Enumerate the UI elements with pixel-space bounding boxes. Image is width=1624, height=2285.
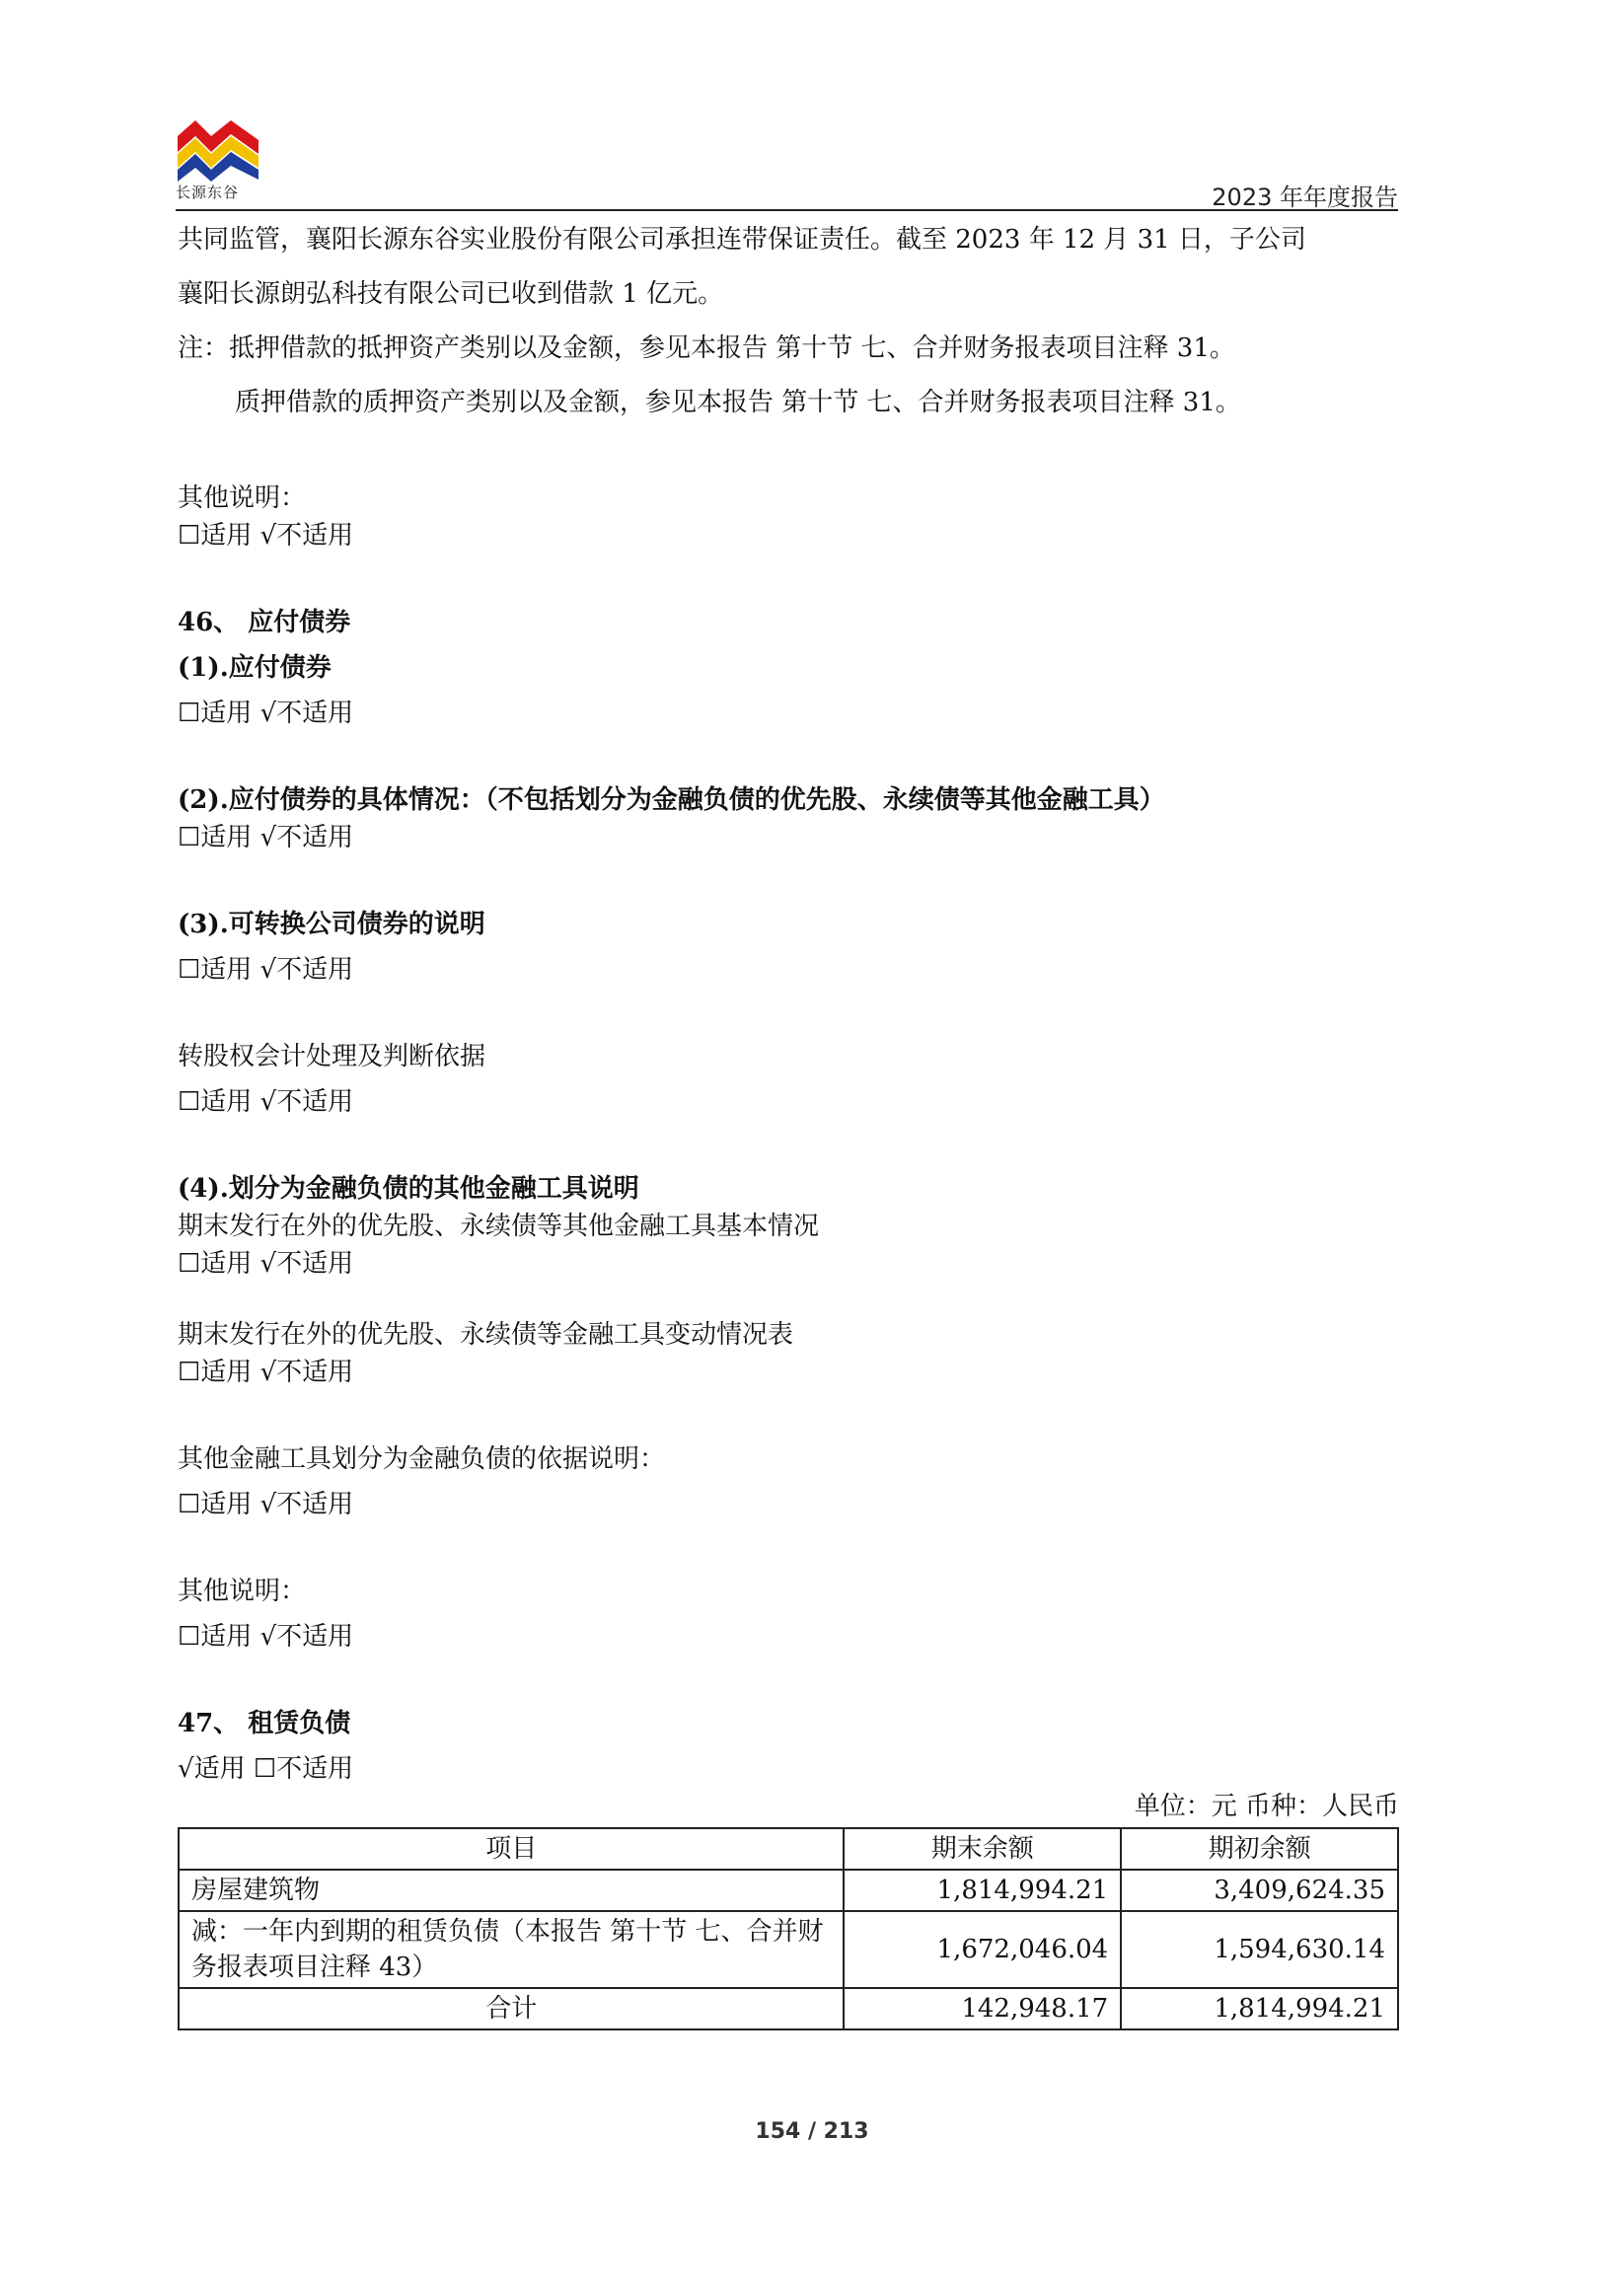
other-notes-status: ☐适用 √不适用 bbox=[178, 521, 354, 551]
row-end-balance: 1,814,994.21 bbox=[844, 1870, 1121, 1911]
table-header-row bbox=[179, 1828, 1398, 1870]
page-content bbox=[178, 213, 1399, 2030]
total-end-balance: 142,948.17 bbox=[844, 1988, 1121, 2029]
instruments-change-label: 期末发行在外的优先股、永续债等金融工具变动情况表 bbox=[178, 1320, 794, 1350]
subsection-3-title: (3).可转换公司债券的说明 bbox=[178, 910, 485, 939]
intro-line-2: 襄阳长源朗弘科技有限公司已收到借款 1 亿元。 bbox=[178, 279, 724, 309]
subsection-2-title: (2).应付债券的具体情况：（不包括划分为金融负债的优先股、永续债等其他金融工具） bbox=[178, 785, 1165, 815]
section-47-status: √适用 ☐不适用 bbox=[178, 1754, 354, 1784]
page-number: 154 / 213 bbox=[755, 2119, 869, 2144]
logo-caption: 长源东谷 bbox=[176, 184, 240, 201]
subsection-3-status: ☐适用 √不适用 bbox=[178, 955, 354, 985]
total-label: 合计 bbox=[179, 1988, 844, 2029]
row-end-balance: 1,672,046.04 bbox=[844, 1911, 1121, 1988]
header-divider bbox=[176, 209, 1398, 211]
table-row bbox=[179, 1870, 1398, 1911]
intro-line-1: 共同监管，襄阳长源东谷实业股份有限公司承担连带保证责任。截至 2023 年 12 月 31 日，子公司 bbox=[178, 225, 1306, 255]
section-47-title: 47、 租赁负债 bbox=[178, 1709, 351, 1738]
classification-basis-status: ☐适用 √不适用 bbox=[178, 1490, 354, 1519]
subsection-4-title: (4).划分为金融负债的其他金融工具说明 bbox=[178, 1174, 639, 1204]
lease-liability-table bbox=[178, 1827, 1399, 2030]
instruments-basic-label: 期末发行在外的优先股、永续债等其他金融工具基本情况 bbox=[178, 1212, 820, 1241]
other-notes-2-status: ☐适用 √不适用 bbox=[178, 1622, 354, 1652]
conversion-status: ☐适用 √不适用 bbox=[178, 1087, 354, 1117]
row-begin-balance: 3,409,624.35 bbox=[1121, 1870, 1398, 1911]
row-item: 房屋建筑物 bbox=[179, 1870, 844, 1911]
subsection-2-status: ☐适用 √不适用 bbox=[178, 823, 354, 852]
report-title: 2023 年年度报告 bbox=[1212, 184, 1398, 211]
header-item: 项目 bbox=[179, 1828, 844, 1870]
row-begin-balance: 1,594,630.14 bbox=[1121, 1911, 1398, 1988]
row-item: 减：一年内到期的租赁负债（本报告 第十节 七、合并财务报表项目注释 43） bbox=[179, 1911, 844, 1988]
instruments-change-status: ☐适用 √不适用 bbox=[178, 1358, 354, 1387]
subsection-1-status: ☐适用 √不适用 bbox=[178, 699, 354, 728]
other-notes-label: 其他说明： bbox=[178, 483, 307, 513]
header-begin-balance: 期初余额 bbox=[1121, 1828, 1398, 1870]
classification-basis-label: 其他金融工具划分为金融负债的依据说明： bbox=[178, 1444, 666, 1474]
header-end-balance: 期末余额 bbox=[844, 1828, 1121, 1870]
total-begin-balance: 1,814,994.21 bbox=[1121, 1988, 1398, 2029]
table-total-row bbox=[179, 1988, 1398, 2029]
section-46-title: 46、 应付债券 bbox=[178, 608, 351, 637]
note-pledge-mortgage: 注：抵押借款的抵押资产类别以及金额，参见本报告 第十节 七、合并财务报表项目注释 31。 bbox=[178, 333, 1235, 363]
other-notes-2-label: 其他说明： bbox=[178, 1577, 307, 1606]
table-row bbox=[179, 1911, 1398, 1988]
note-pledge-collateral: 质押借款的质押资产类别以及金额，参见本报告 第十节 七、合并财务报表项目注释 31。 bbox=[235, 388, 1241, 417]
currency-unit: 单位：元 币种：人民币 bbox=[1134, 1792, 1399, 1821]
subsection-1-title: (1).应付债券 bbox=[178, 653, 332, 683]
instruments-basic-status: ☐适用 √不适用 bbox=[178, 1249, 354, 1279]
conversion-label: 转股权会计处理及判断依据 bbox=[178, 1042, 486, 1071]
